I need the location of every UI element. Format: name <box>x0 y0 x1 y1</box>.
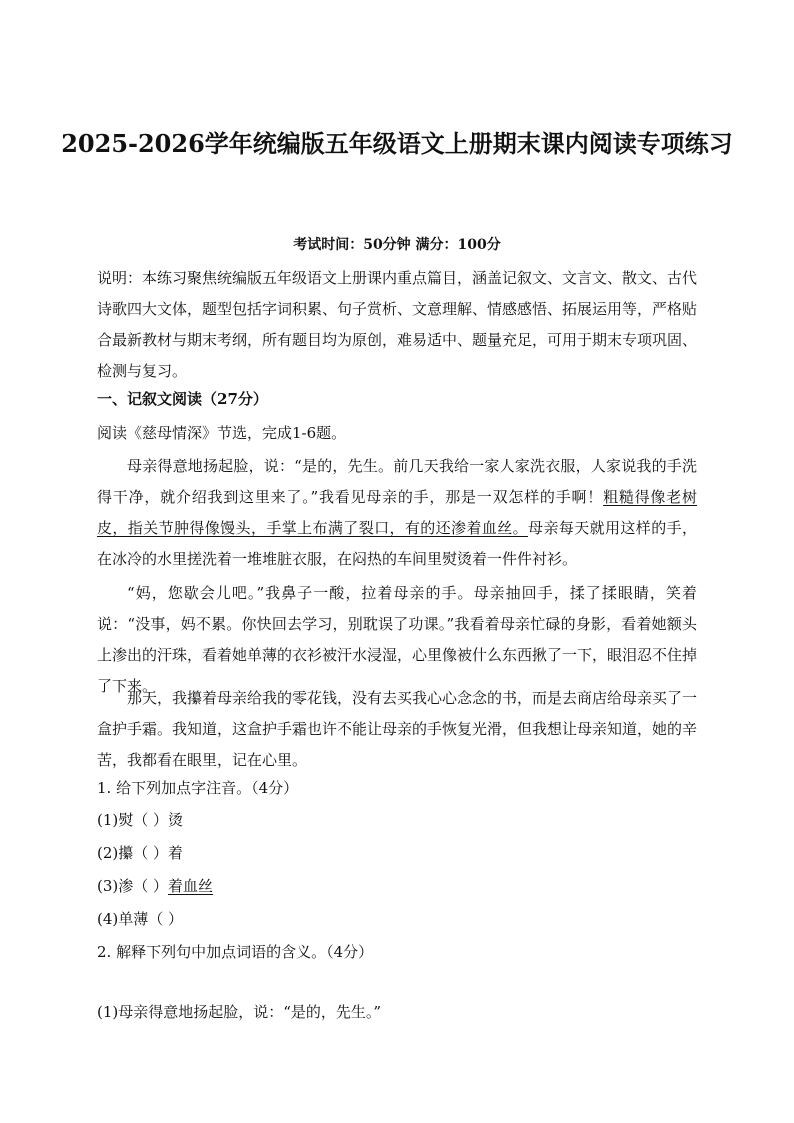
document-title: 2025-2026学年统编版五年级语文上册期末课内阅读专项练习 <box>61 129 733 158</box>
passage-text: 母亲每天就用这样的手，在冰冷的水里搓洗着一堆堆脏衣服，在闷热的车间里熨烫着一件件衬衫。 <box>97 519 697 568</box>
question-1: 1. 给下列加点字注音。（4分） <box>97 779 299 797</box>
question-2: 2. 解释下列句中加点词语的含义。（4分） <box>97 943 374 961</box>
question-2-item-1: (1)母亲得意地扬起脸，说：“是的，先生。” <box>97 1003 382 1021</box>
question-1-item-1 <box>97 808 183 832</box>
underlined-word: 着血丝 <box>168 877 214 895</box>
question-1-item-3 <box>97 874 213 898</box>
reading-instruction: 阅读《慈母情深》节选，完成1-6题。 <box>97 424 347 442</box>
passage-paragraph-1 <box>97 451 697 575</box>
question-text: 着 <box>168 844 184 862</box>
intro-block <box>97 263 697 387</box>
underlined-sentence: 粗糙得像老树皮，指关节肿得像馒头，手掌上布满了裂口，有的还渗着血丝。 <box>97 488 697 537</box>
question-text: (2)攥（ ） <box>97 844 169 862</box>
section-heading: 一、记叙文阅读（27分） <box>97 390 268 408</box>
question-text: 烫 <box>168 811 184 829</box>
passage-text: “妈，您歇会儿吧。”我鼻子一酸，拉着母亲的手。母亲抽回手，揉了揉眼睛，笑着说：“没事，妈不累。你快回去学习，别耽误了功课。”我看着母亲忙碌的身影，看着她额头上渗出的汗珠，看着她单薄的衣衫被汗水浸湿，心里像被什么东西揪了一下，眼泪忍不住掉了下来。 <box>97 584 698 695</box>
question-text: (1)熨（ ） <box>97 811 169 829</box>
passage-text: 母亲得意地扬起脸，说：“是的，先生。前几天我给一家人家洗衣服，人家说我的手洗得干净，就介绍我到这里来了。”我看见母亲的手，那是一双怎样的手啊！ <box>97 457 697 506</box>
section-heading-block <box>97 384 697 415</box>
exam-info: 考试时间：50分钟 满分：100分 <box>293 237 501 253</box>
question-1-item-2 <box>97 841 183 865</box>
intro-text: 说明：本练习聚焦统编版五年级语文上册课内重点篇目，涵盖记叙文、文言文、散文、古代诗歌四大文体，题型包括字词积累、句子赏析、文意理解、情感感悟、拓展运用等，严格贴合最新教材与期末考纲，所有题目均为原创，难易适中、题量充足，可用于期末专项巩固、检测与复习。 <box>97 269 698 380</box>
passage-paragraph-3 <box>97 683 697 776</box>
question-1-item-4: (4)单薄（ ） <box>97 910 184 928</box>
instruction-block <box>97 418 697 449</box>
question-text: (3)渗（ ） <box>97 877 169 895</box>
passage-text: 那天，我攥着母亲给我的零花钱，没有去买我心心念念的书，而是去商店给母亲买了一盒护手霜。我知道，这盒护手霜也许不能让母亲的手恢复光滑，但我想让母亲知道，她的辛苦，我都看在眼里，记在心里。 <box>97 689 698 769</box>
